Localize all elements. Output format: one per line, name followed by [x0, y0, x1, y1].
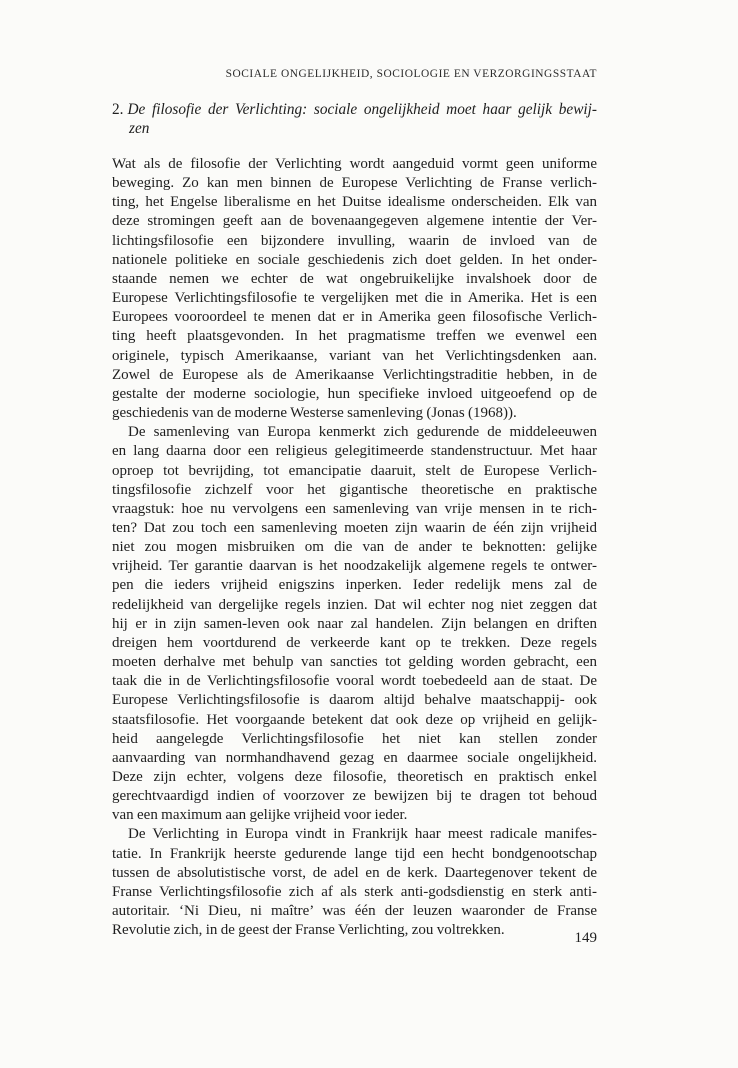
text-line: niet zou mogen misbruiken om die van de ander te beknotten: gelijke — [112, 539, 597, 556]
text-line: Franse Verlichtingsfilosofie zich af als sterk anti-godsdienstig en sterk anti- — [112, 883, 597, 900]
section-title-line-1: De filosofie der Verlichting: sociale ongelijkheid moet haar gelijk bewij- — [127, 101, 597, 118]
body-text — [112, 155, 597, 940]
text-line: Europese Verlichtingsfilosofie is daarom altijd behalve maatschappij- ook — [112, 692, 597, 709]
text-line: redelijkheid van dergelijke regels inzien. Dat wil echter nog niet zeggen dat — [112, 596, 597, 613]
text-line: De samenleving van Europa kenmerkt zich gedurende de middeleeuwen — [128, 424, 597, 441]
text-line: Europese Verlichtingsfilosofie te vergelijken met die in Amerika. Het is een — [112, 290, 597, 307]
text-line: De Verlichting in Europa vindt in Frankrijk haar meest radicale manifes- — [128, 826, 597, 843]
running-head: SOCIALE ONGELIJKHEID, SOCIOLOGIE EN VERZORGINGSSTAAT — [225, 68, 597, 80]
text-line: gestalte der moderne sociologie, hun specifieke invloed uitgeoefend op de — [112, 385, 597, 402]
text-line: gerechtvaardigd indien of voorzover ze bewijzen bij te dragen tot behoud — [112, 788, 597, 805]
section-heading — [112, 100, 597, 138]
text-line: Deze zijn echter, volgens deze filosofie, theoretisch en praktisch enkel — [112, 769, 597, 785]
text-line: tussen de absolutistische vorst, de adel en de kerk. Daartegenover tekent de — [112, 864, 597, 881]
text-line: lichtingsfilosofie een bijzondere invulling, waarin de invloed van de — [112, 232, 597, 249]
section-number: 2. — [112, 101, 124, 118]
text-line: vrijheid. Ter garantie daarvan is het noodzakelijk algemene regels te ontwer- — [112, 558, 597, 575]
text-line: en lang daarna door een religieus gelegitimeerde standenstructuur. Met haar — [112, 443, 597, 460]
text-line: van een maximum aan gelijke vrijheid voor ieder. — [112, 807, 408, 824]
text-line: vraagstuk: hoe nu vervolgens een samenleving van vrije mensen in te rich- — [112, 500, 597, 517]
page-number: 149 — [574, 930, 597, 946]
text-line: moeten derhalve met behulp van sancties tot gelding worden gebracht, een — [112, 654, 597, 671]
text-line: Wat als de filosofie der Verlichting wordt aangeduid vormt geen uniforme — [112, 156, 597, 172]
paragraph-1 — [112, 155, 597, 423]
text-line: beweging. Zo kan men binnen de Europese Verlichting de Franse verlich- — [112, 175, 597, 192]
text-line: aanvaarding van normhandhavend gezag en daarmee sociale ongelijkheid. — [112, 749, 597, 766]
paragraph-3 — [112, 825, 597, 940]
text-line: dreigen hem voortdurend de verkeerde kant op te trekken. Deze regels — [112, 634, 597, 651]
text-line: Revolutie zich, in de geest der Franse Verlichting, zou voltrekken. — [112, 922, 505, 939]
text-line: tingsfilosofie zichzelf voor het gigantische theoretische en praktische — [112, 481, 597, 498]
text-line: staande nemen we echter de wat ongebruikelijke invalshoek door de — [112, 270, 597, 287]
text-line: tatie. In Frankrijk heerste gedurende lange tijd een hecht bondgenootschap — [112, 845, 597, 862]
paragraph-2 — [112, 423, 597, 825]
text-line: originele, typisch Amerikaanse, variant van het Verlichtingsdenken aan. — [112, 347, 597, 364]
text-line: geschiedenis van de moderne Westerse samenleving (Jonas (1968)). — [112, 405, 517, 422]
text-line: pen die ieders vrijheid enigszins inperken. Ieder redelijk mens zal de — [112, 577, 597, 594]
text-line: deze stromingen geeft aan de bovenaangegeven algemene intentie der Ver- — [112, 213, 597, 230]
text-line: Zowel de Europese als de Amerikaanse Verlichtingstraditie hebben, in de — [112, 366, 597, 383]
text-line: nationele politieke en sociale geschiedenis zich doet gelden. In het onder- — [112, 251, 597, 268]
text-line: ten? Dat zou toch een samenleving moeten zijn waarin de één zijn vrijheid — [112, 519, 597, 536]
text-line: Europees vooroordeel te menen dat er in Amerika geen filosofische Verlich- — [112, 309, 597, 326]
text-line: taak die in de Verlichtingsfilosofie vooral wordt toebedeeld aan de staat. De — [112, 673, 597, 690]
text-line: heid aangelegde Verlichtingsfilosofie het niet kan stellen zonder — [112, 730, 597, 747]
text-line: staatsfilosofie. Het voorgaande betekent dat ook deze op vrijheid en gelijk- — [112, 711, 597, 728]
section-title-line-2: zen — [129, 120, 150, 138]
text-line: ting heeft plaatsgevonden. In het pragmatisme treffen we evenwel een — [112, 328, 597, 345]
text-line: hij er in zijn samen-leven ook naar zal handelen. Zijn belangen en driften — [112, 615, 597, 632]
text-line: oproep tot bevrijding, tot emancipatie daaruit, stelt de Europese Verlich- — [112, 462, 597, 479]
section-heading-line-1 — [112, 100, 597, 119]
text-line: ting, het Engelse liberalisme en het Duitse idealisme onderscheiden. Elk van — [112, 194, 597, 211]
text-line: autoritair. ‘Ni Dieu, ni maître’ was één der leuzen waaronder de Franse — [112, 903, 597, 920]
